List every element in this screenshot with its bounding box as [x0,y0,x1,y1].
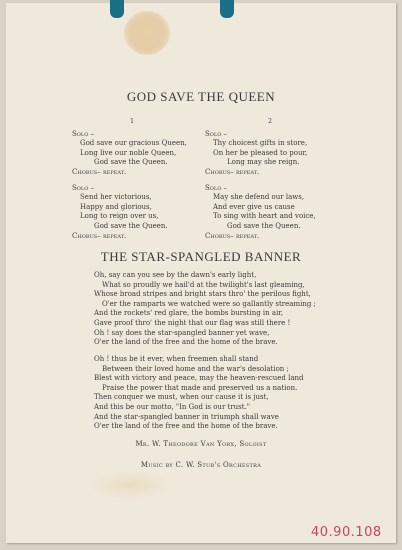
lyric-line: Oh ! thus be it ever, when freemen shall stand [94,355,259,363]
lyric-line: And ever give us cause [213,202,295,211]
lyric-line: O'er the land of the free and the home of the brave. [94,338,278,347]
lyric-line: To sing with heart and voice, [213,212,316,221]
lyric-line: Long to reign over us, [80,212,159,221]
lyric-line: God save the Queen. [227,221,301,230]
solo-label: Solo – [72,183,95,192]
lyric-line: Then conquer we must, when our cause it is just, [94,393,269,402]
program-page [6,3,396,543]
ribbon-tie-left [110,0,124,18]
lyric-line: Oh ! say does the star-spangled banner yet wave, [94,328,270,337]
lyric-line: Long may she reign. [227,158,300,167]
catalog-number: 40.90.108 [311,525,382,540]
orchestra-credit: Music by C. W. Stub's Orchestra [140,461,262,469]
lyric-line: Happy and glorious, [80,202,152,211]
lyric-line: O'er the land of the free and the home of the brave. [94,422,278,431]
lyric-line: O'er the ramparts we watched were so gallantly streaming ; [102,299,316,308]
lyric-line: May she defend our laws, [213,193,305,202]
verse-number: 1 [130,118,134,125]
chorus-label: Chorus– repeat. [72,167,127,176]
verse-1 [72,117,192,241]
lyric-line: Send her victorious, [80,193,152,202]
chorus-label: Chorus– repeat. [72,231,127,240]
water-stain-lower [90,471,170,499]
lyric-line: Praise the power that made and preserved us a nation. [102,383,298,392]
song-title-god-save-the-queen: GOD SAVE THE QUEEN [126,89,276,104]
lyric-line: And the star-spangled banner in triumph shall wave [94,412,279,421]
chorus-label: Chorus– repeat. [205,167,260,176]
chorus-label: Chorus– repeat. [205,231,260,240]
lyric-line: Whose broad stripes and bright stars thro' the perilous fight, [94,290,311,299]
lyric-line: Long live our noble Queen, [80,148,177,157]
lyric-line: Between their loved home and the war's desolation ; [102,364,289,373]
water-stain [124,11,170,55]
solo-label: Solo – [72,129,95,138]
lyric-line: On her be pleased to pour, [213,148,308,157]
lyric-line: God save the Queen. [94,221,168,230]
lyric-line: What so proudly we hail'd at the twilight's last gleaming, [102,280,305,289]
stanza-1 [94,271,316,348]
lyric-line: Blest with victory and peace, may the heaven-rescued land [94,374,304,383]
verse-number: 2 [268,118,272,125]
lyric-line: Gave proof thro' the night that our flag was still there ! [94,318,291,327]
lyric-line: Thy choicest gifts in store, [213,139,308,148]
soloist-credit: Mr. W. Theodore Van Yorx, Soloist [135,440,267,448]
stanza-2 [94,355,304,432]
solo-label: Solo – [205,183,228,192]
lyric-line: And the rockets' red glare, the bombs bursting in air, [94,309,284,318]
lyric-line: God save the Queen. [94,158,168,167]
solo-label: Solo – [205,129,228,138]
ribbon-tie-right [220,0,234,18]
lyric-line: God save our gracious Queen, [80,139,187,148]
lyric-line: And this be our motto, "In God is our trust." [94,402,251,411]
lyric-line: Oh, say can you see by the dawn's early light, [94,271,257,279]
verse-2 [205,117,335,241]
song-title-star-spangled-banner: THE STAR-SPANGLED BANNER [100,249,302,264]
